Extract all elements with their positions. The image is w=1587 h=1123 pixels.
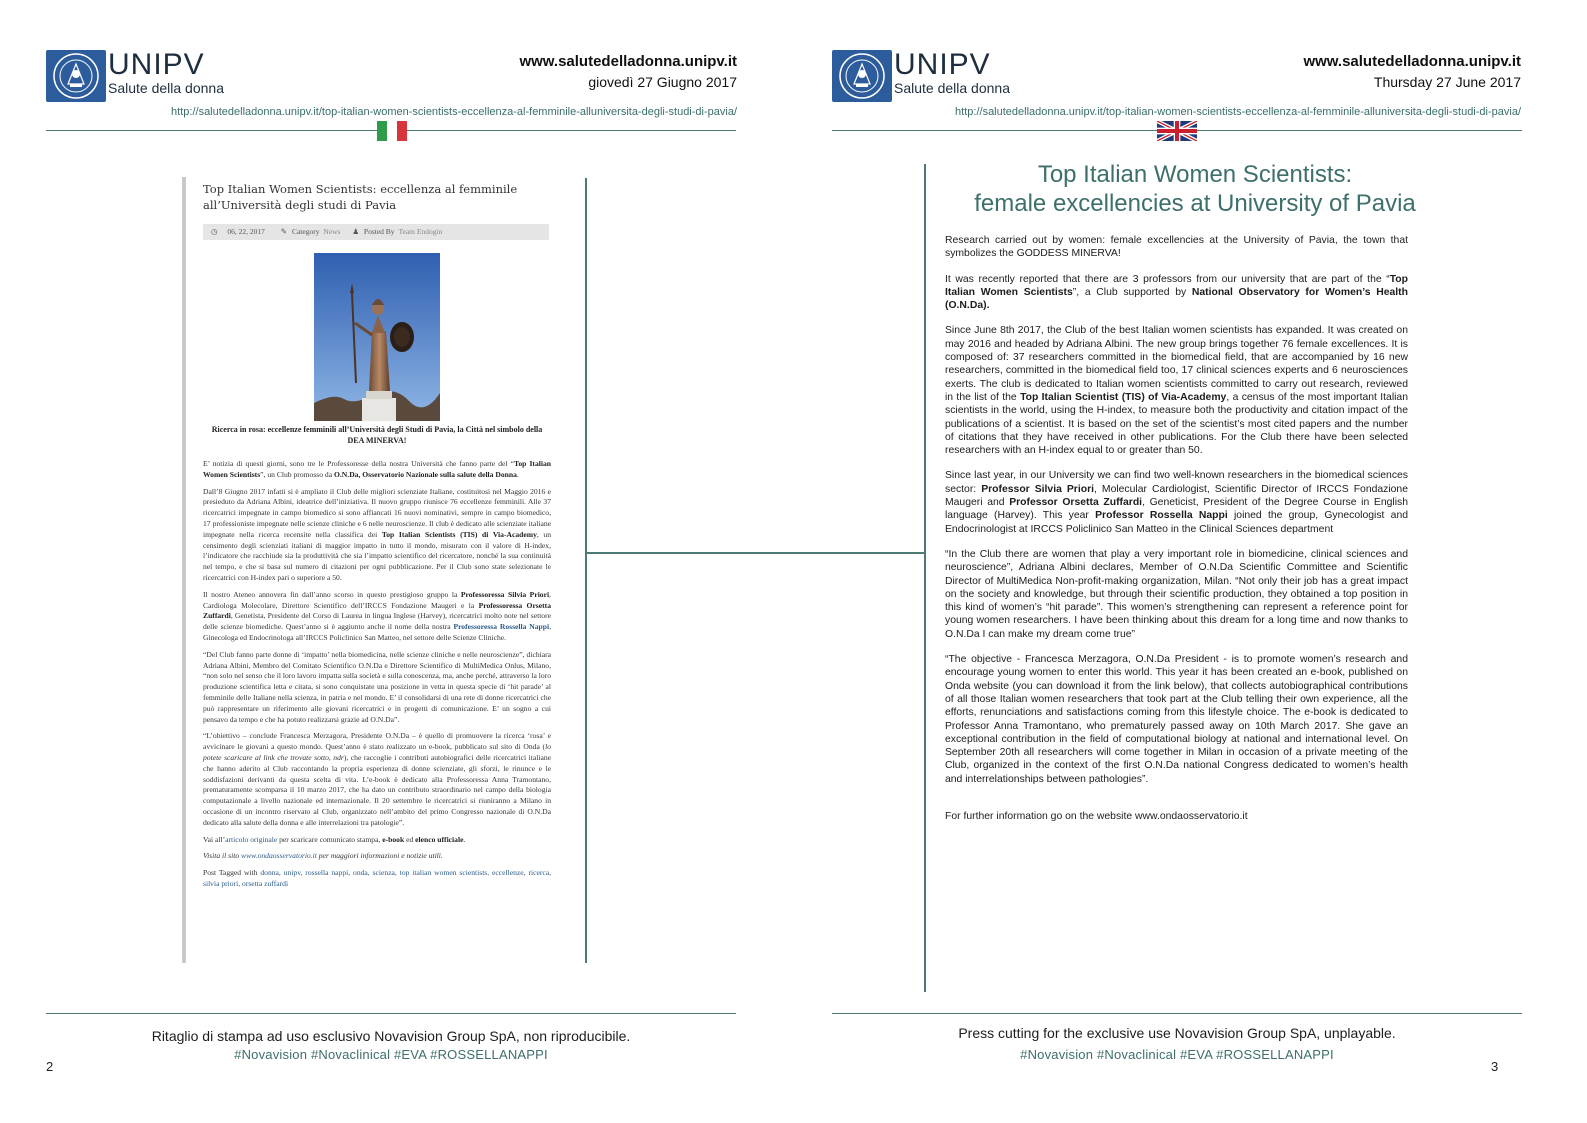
official-list-link[interactable]: elenco ufficiale [415,834,464,844]
publication-date: giovedì 27 Giugno 2017 [588,74,737,90]
ebook-link[interactable]: e-book [382,834,405,844]
text-run: , a census of the most important Italian scientists in the world, using the H-index, to measure both the productivity and citation impact of the publications of a scientist. It is based on the set of the scientist’s most cited papers and the number of citations that they have received in other publications. For the Club there have been selected researchers with an H-index equal to or greater than 50. [945,391,1408,457]
bold-text: Professor Rossella Nappi [1095,510,1228,522]
site-address[interactable]: www.salutedelladonna.unipv.it [519,53,737,70]
original-article-link[interactable]: articolo originale [225,834,278,844]
bold-text: Professor Silvia Priori [981,483,1095,495]
article-paragraph [945,273,1408,313]
frame-line-vertical [924,164,926,992]
page-left [0,0,793,1123]
frame-line-horizontal [793,552,924,554]
clipping-body [203,459,551,896]
text-run: Dall’8 Giugno 2017 infatti si è ampliato il Club delle migliori scienziate Italiane, costituitosi nel Maggio 2016 e presieduto da Adriana Albini, ideatrice dell’iniziativa. Il nuovo gruppo riunisce 76 eccellenze femminili. Alle 37 ricercatrici impegnate in campo biomedico si sono affiancati 16 nuovi nominativi, sempre in campo biomedico, 17 professioniste impegnate nelle scienze cliniche e 6 nelle neuroscienze. Il club è dedicato alle scienziate italiane impegnate nella ricerca recensite nella classifica dei [203,486,551,539]
post-tags [203,868,551,890]
press-clipping [182,177,552,963]
article-paragraph: Research carried out by women: female excellencies at the University of Pavia, the town that symbolizes the GODDESS MINERVA! [945,235,1408,260]
category-label: Category [291,227,320,236]
bold-text: Top Italian Scientists (TIS) di Via-Academy [381,529,537,539]
text-run: ), che raccoglie i contributi autobiografici delle ricercatrici italiane che hanno aderito al Club raccontando la propria esperienza di donne scienziate, gli sforzi, le rinunce e le soddisfazioni derivanti da questa scelta di vita. L’e-book è dedicato alla Professoressa Anna Tramontano, prematuramente scomparsa il 10 marzo 2017, che ha dato un contributo straordinario nel campo della biologia computazionale a livello nazionale ed internazionale. Il 20 settembre le ricercatrici si riuniranno a Milano in occasione di un incontro riservato al Club, organizzato nell’ambito del primo Congresso nazionale di O.N.Da dedicato alla salute della donna e alle interrelazioni tra patologie”. [203,752,551,827]
footer-rule [832,1013,1522,1014]
clip-paragraph [203,459,551,481]
text-run: , Cardiologa Molecolare, Direttore Scientifico dell’IRCCS Fondazione Maugeri e la [203,589,551,610]
text-run: Il nostro Ateneo annovera fin dall’anno scorso in questo prestigioso gruppo la [203,589,461,599]
category-link[interactable]: News [323,227,341,236]
text-run: Vai all’ [203,834,226,844]
text-run: . [516,469,519,479]
bold-text: Top Italian Scientist (TIS) of Via-Academy [1020,391,1227,403]
author-link[interactable]: Team Endogin [398,227,443,236]
clip-paragraph [203,731,551,828]
page-number: 3 [1491,1059,1499,1074]
publication-date: Thursday 27 June 2017 [1373,74,1521,90]
title-line-1: Top Italian Women Scientists: [1037,161,1353,188]
article-paragraph [945,324,1408,457]
page-number: 2 [46,1059,54,1074]
title-line-2: female excellencies at University of Pavia [974,190,1416,217]
bold-link[interactable]: Professoressa Rossella Nappi [453,622,550,632]
text-run: “L’obiettivo – conclude Francesca Merzagora, Presidente O.N.Da – è quello di promuovere la ricerca ‘rosa’ e avvicinare le giovani a questo mondo. Quest’anno è stato realizzato un e-book, pubblicato sul sito di Onda ( [203,731,551,752]
text-run: , Genetista, Presidente del Corso di Laurea in lingua Inglese (Harvey), ricercatrici molto note nel settore delle scienze biomediche. Quest’anno si è aggiunto anche il nome della nostra [203,611,551,632]
brand-name: UNIPV [894,48,991,81]
brand-subtitle: Salute della donna [894,80,1010,96]
minerva-statue-photo [314,253,440,421]
clipping-title: Top Italian Women Scientists: eccellenza al femminile all’Università degli studi di Pavia [203,182,518,212]
bold-text: O.N.Da, Osservatorio Nazionale sulla salute della Donna [334,469,517,479]
italic-text: per maggiori informazioni e notizie utili. [316,851,443,861]
text-run: ed [404,834,416,844]
italic-text: Visita il sito [203,851,242,861]
uk-flag-icon [1157,121,1197,141]
onda-site-link[interactable]: www.ondaosservatorio.it [241,851,317,861]
bold-text: Top Italian Women Scientists [945,273,1408,298]
frame-line-vertical [585,178,587,963]
footer-hashtags: #Novavision #Novaclinical #EVA #ROSSELLANAPPI [1020,1047,1334,1062]
bold-text: Professoressa Silvia Priori [460,589,550,599]
unipv-logo [832,50,892,102]
bold-text: Top Italian Women Scientists [203,459,551,479]
frame-line-horizontal [586,552,793,554]
site-address[interactable]: www.salutedelladonna.unipv.it [1303,53,1521,70]
clip-paragraph [203,590,551,644]
clip-paragraph [203,835,551,846]
bold-text: National Observatory for Women’s Health (O.N.Da). [945,286,1408,312]
text-run: , Ginecologa ed Endocrinologa all’IRCCS Policlinico San Matteo, nel settore delle Scienze Cliniche. [203,622,551,642]
article-url[interactable]: http://salutedelladonna.unipv.it/top-italian-women-scientists-eccellenza-al-femminile-alluniversita-degli-studi-di-pavia/ [171,106,737,118]
text-run: per scaricare comunicato stampa, [277,834,383,844]
tags-label: Post Tagged with [203,868,261,878]
text-run: ”, un Club promosso da [260,469,334,479]
clip-paragraph [203,851,551,862]
user-icon: ♟ [352,227,360,236]
footer-hashtags: #Novavision #Novaclinical #EVA #ROSSELLANAPPI [234,1047,548,1062]
article-paragraph [945,469,1408,535]
text-run: , Geneticist, President of the Degree Course in English language (Harvey). This year [945,497,1408,522]
article-paragraph: For further information go on the website www.ondaosservatorio.it [945,810,1248,822]
photo-caption: Ricerca in rosa: eccellenze femminili all’Università degli Studi di Pavia, la Città nel simbolo della DEA MINERVA! [211,425,543,445]
article-body [945,234,1408,835]
article-url[interactable]: http://salutedelladonna.unipv.it/top-italian-women-scientists-eccellenza-al-femminile-alluniversita-degli-studi-di-pavia/ [955,106,1521,118]
post-meta-bar [203,224,549,240]
text-run: Since last year, in our University we can find two well-known researchers in the biomedical sciences sector: [945,470,1408,495]
brand-subtitle: Salute della donna [108,80,224,96]
article-title [945,160,1445,218]
text-run: E’ notizia di questi giorni, sono tre le Professoresse della nostra Università che fanno parte del “ [203,459,514,468]
footer-disclaimer: Ritaglio di stampa ad uso esclusivo Novavision Group SpA, non riproducibile. [151,1028,631,1044]
article-paragraph: “The objective - Francesca Merzagora, O.N.Da President - is to promote women’s research and encourage young women to enter this world. This year it has been created an e-book, published on Onda website (you can download it from the link below), that collects autobiographical contributions of all those Italian women researchers that took part at the Club telling their own experience, all the efforts, renunciations and satisfactions coming from this lifestyle choice. The e-book is dedicated to Professor Anna Tramontano, who prematurely passed away on 10th March 2017. She gave an exceptional contribution in the field of computational biology at national and international level. On September 20th all researchers will come together in Milan in occasion of a private meeting of the Club, organized in the context of the first O.N.Da national Congress dedicated to women’s health and interrelationships between pathologies”. [945,654,1408,785]
clock-icon: ◷ [211,227,218,236]
footer-rule [46,1013,736,1014]
tag-links[interactable]: donna, unipv, rossella nappi, onda, scienza, top italian women scientists, eccellenze, ricerca, silvia priori, orsetta zuffardi [203,868,551,888]
text-run: , un censimento degli scienziati italiani di maggior impatto in tutto il mondo, misurato con il valore di H-index, l’indicatore che racchiude sia la produttività che sia l’impatto scientifico del ricercatore, nonché la sua continuità nel tempo, e che si basa sul numero di citazioni per ogni pubblicazione. Per il Club sono state selezionate le ricercatrici con H-index pari o superiore a 50. [203,529,552,582]
page-right [793,0,1586,1123]
bold-text: Professoressa Orsetta Zuffardi [203,600,551,621]
article-paragraph: “In the Club there are women that play a very important role in biomedicine, clinical sciences and neuroscience”, Adriana Albini declares, Member of O.N.Da Scientific Committee and Scientific Director of MultiMedica Non-profit-making organization, Milan. “Not only their job has a great impact on the society and knowledge, but through their scientific production, they obtained a top position in this kind of women’s “hit parade”. This women’s strengthening can represent a reference point for young women researchers. I have been thinking about this dream for a long time and now thanks to O.N.Da I can make my dream come true” [945,548,1408,640]
italian-flag-icon [372,121,412,141]
bold-text: Professor Orsetta Zuffardi [1009,497,1143,509]
tag-icon: ✎ [280,227,288,236]
clip-paragraph: “Del Club fanno parte donne di ‘impatto’ nella biomedicina, nelle scienze cliniche e nelle neuroscienze”, dichiara Adriana Albini, Membro del Comitato Scientifico O.N.Da e Direttore Scientifico di MultiMedica Onlus, Milano, “non solo nel senso che il loro lavoro impatta sulla società e sulla conoscenza, ma, anche perché, attraverso la loro produzione scientifica letta e citata, si sono conquistate una posizione in vetta in questa specie di ‘hit parade’ al femminile delle Italiane nella scienza, in patria e nel mondo. E’ il consolidarsi di una rete di donne ricercatrici che può rappresentare un riferimento alle giovani ricercatrici e in progetti di comunicazione. E’ un sogno a cui pensavo da tempo e che ha potuto realizzarsi grazie ad O.N.Da”. [203,649,551,724]
brand-name: UNIPV [108,48,205,81]
unipv-logo [46,50,106,102]
clip-paragraph [203,487,551,584]
text-run: . [463,834,466,844]
footer-disclaimer: Press cutting for the exclusive use Novavision Group SpA, unplayable. [958,1025,1396,1041]
text-run: , Molecular Cardiologist, Scientific Director of IRCCS Fondazione Maugeri and [945,483,1408,509]
italic-text: lo potete scaricare al link che trovate sotto, ndr [203,742,551,762]
text-run: ”, a Club supported by [1072,286,1192,298]
text-run: Since June 8th 2017, the Club of the best Italian women scientists has expanded. It was created on may 2016 and headed by Adriana Albini. The new group brings together 76 female excellences. It is composed of: 37 researchers committed in the biomedical field, that are accompanied by 16 new researchers, committed in the biomedical field too, 17 clinical sciences experts and 6 neurosciences exerts. The club is dedicated to Italian women scientists committed to carry out research, reviewed in the list of the [945,325,1408,403]
text-run: It was recently reported that there are 3 professors from our university that are part of the “ [945,273,1390,285]
text-run: joined the group, Gynecologist and Endocrinologist at IRCCS Policlinico San Matteo in the Clinical Sciences department [945,510,1408,535]
post-date: 06, 22, 2017 [227,227,265,236]
posted-by-label: Posted By [363,227,395,236]
